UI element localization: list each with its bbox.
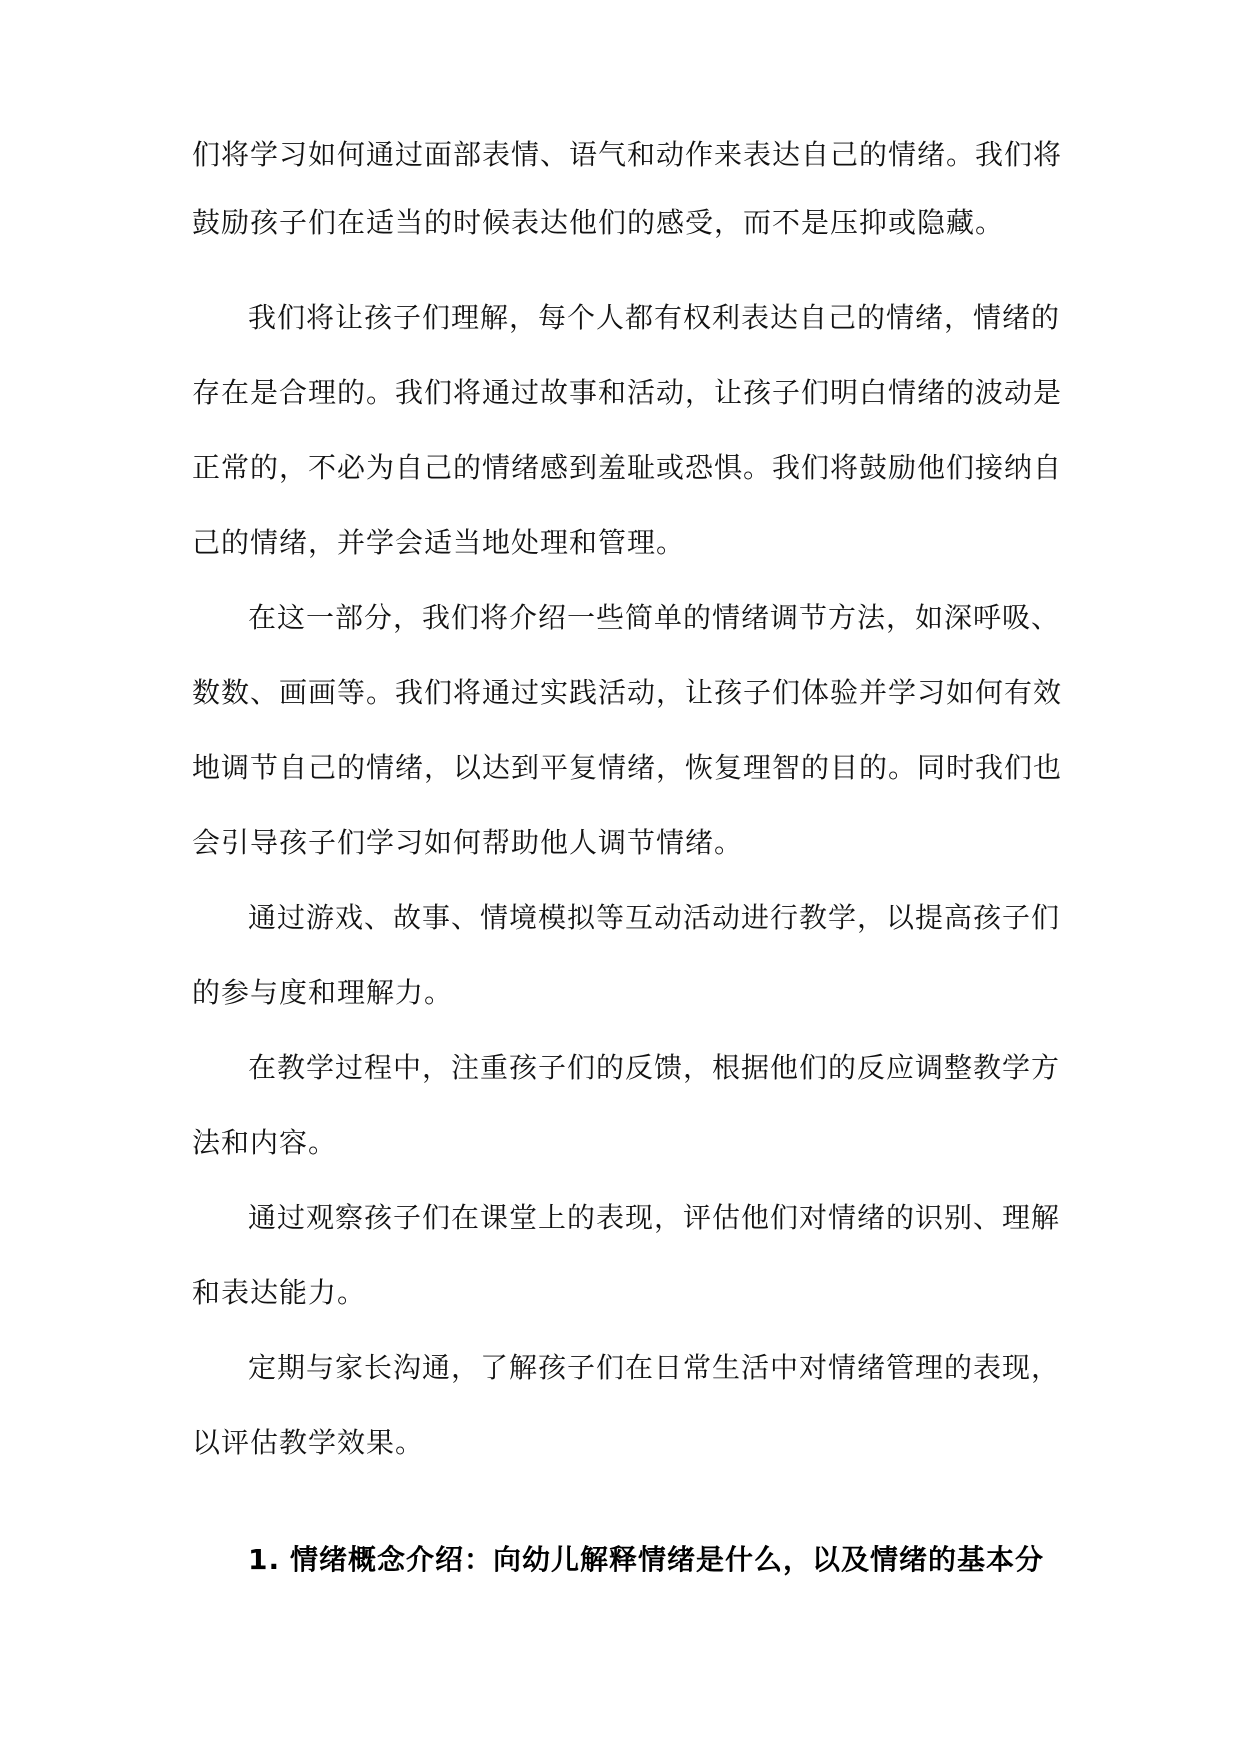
paragraph-line: 在教学过程中，注重孩子们的反馈，根据他们的反应调整教学方 — [248, 1051, 1061, 1084]
paragraph-line: 在这一部分，我们将介绍一些简单的情绪调节方法，如深呼吸、 — [248, 601, 1061, 634]
paragraph-line: 和表达能力。 — [192, 1276, 367, 1309]
paragraph-line: 正常的，不必为自己的情绪感到羞耻或恐惧。我们将鼓励他们接纳自 — [192, 451, 1063, 484]
paragraph-line: 己的情绪，并学会适当地处理和管理。 — [192, 526, 686, 559]
paragraph-line: 的参与度和理解力。 — [192, 976, 454, 1009]
paragraph-line: 存在是合理的。我们将通过故事和活动，让孩子们明白情绪的波动是 — [192, 376, 1063, 409]
paragraph-line: 法和内容。 — [192, 1126, 338, 1159]
paragraph-line: 通过游戏、故事、情境模拟等互动活动进行教学，以提高孩子们 — [248, 901, 1061, 934]
heading-number: 1. — [248, 1543, 281, 1576]
paragraph-line: 定期与家长沟通，了解孩子们在日常生活中对情绪管理的表现， — [248, 1351, 1061, 1384]
paragraph-line: 们将学习如何通过面部表情、语气和动作来表达自己的情绪。我们将 — [192, 138, 1063, 171]
paragraph-line: 鼓励孩子们在适当的时候表达他们的感受，而不是压抑或隐藏。 — [192, 206, 1005, 239]
section-heading — [248, 1542, 1078, 1578]
paragraph-line: 以评估教学效果。 — [192, 1426, 425, 1459]
paragraph-line: 会引导孩子们学习如何帮助他人调节情绪。 — [192, 826, 744, 859]
paragraph-line: 我们将让孩子们理解，每个人都有权利表达自己的情绪，情绪的 — [248, 301, 1061, 334]
paragraph-line: 数数、画画等。我们将通过实践活动，让孩子们体验并学习如何有效 — [192, 676, 1063, 709]
paragraph-line: 地调节自己的情绪，以达到平复情绪，恢复理智的目的。同时我们也 — [192, 751, 1063, 784]
paragraph-line: 通过观察孩子们在课堂上的表现，评估他们对情绪的识别、理解 — [248, 1201, 1061, 1234]
heading-text: 情绪概念介绍：向幼儿解释情绪是什么，以及情绪的基本分 — [290, 1543, 1045, 1576]
